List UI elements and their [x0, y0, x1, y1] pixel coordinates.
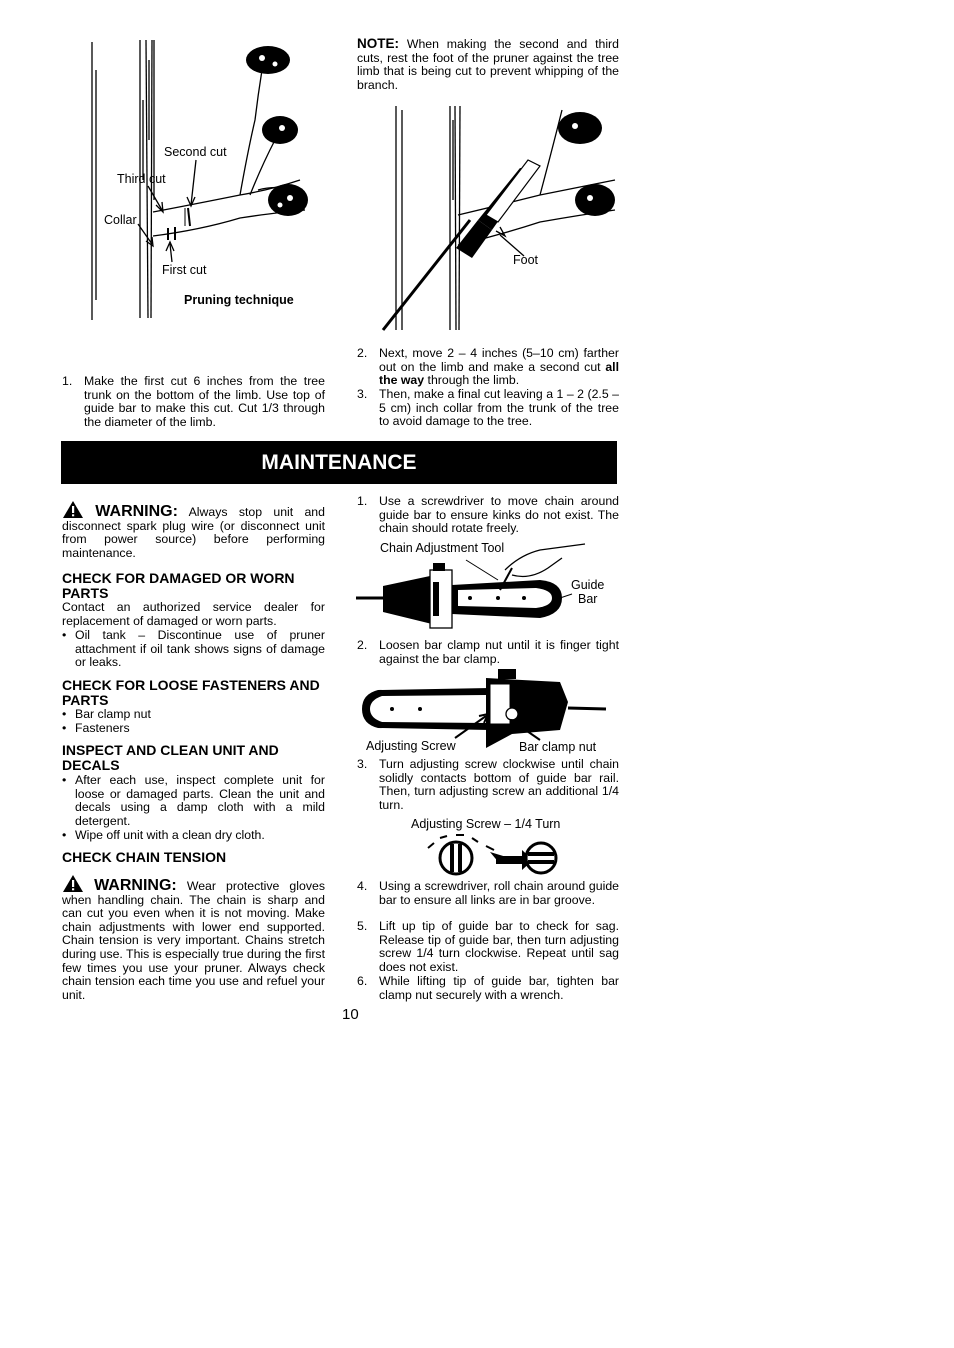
bullet-wipe: • Wipe off unit with a clean dry cloth.: [62, 828, 265, 842]
bullet-oil-tank: • Oil tank – Discontinue use of pruner attachment if oil tank shows signs of damage or leaks.: [62, 628, 325, 670]
pruning-step-2: 2. Next, move 2 – 4 inches (5–10 cm) farther out on the limb and make a second cut all the way through the limb.: [357, 346, 619, 388]
foot-label: Foot: [513, 253, 539, 267]
pruning-caption: Pruning technique: [184, 293, 294, 307]
maintenance-step-5: 5. Lift up tip of guide bar to check for sag. Release tip of guide bar, then turn adjusting screw 1/4 turn clockwise. Repeat until sag does not exist.: [357, 919, 619, 974]
warning-label: WARNING:: [95, 503, 178, 520]
maintenance-title: MAINTENANCE: [61, 441, 617, 484]
heading-loose-fasteners: CHECK FOR LOOSE FASTENERS AND PARTS: [62, 677, 320, 708]
pruning-step-1: 1. Make the first cut 6 inches from the tree trunk on the bottom of the limb. Use top of guide bar to make this cut. Cut 1/3 through the diameter of the limb.: [62, 374, 325, 429]
quarter-turn-caption: Adjusting Screw – 1/4 Turn: [411, 817, 561, 831]
maintenance-step-2: 2. Loosen bar clamp nut until it is finger tight against the bar clamp.: [357, 638, 619, 666]
third-cut-label: Third cut: [117, 172, 166, 186]
adjusting-screw-label: Adjusting Screw: [366, 739, 456, 753]
bullet-inspect: • After each use, inspect complete unit for loose or damaged parts. Clean the unit and decals using a damp cloth with a mild detergent.: [62, 773, 325, 828]
first-cut-label: First cut: [162, 263, 207, 277]
heading-damaged-parts: CHECK FOR DAMAGED OR WORN PARTS: [62, 570, 295, 601]
pruning-step-3: 3. Then, make a final cut leaving a 1 – 2 (2.5 – 5 cm) inch collar from the trunk of the tree to avoid damage to the tree.: [357, 387, 619, 429]
bullet-fasteners: • Fasteners: [62, 721, 130, 735]
note-label: NOTE:: [357, 36, 399, 51]
warning-disconnect: WARNING: Always stop unit and disconnect spark plug wire (or disconnect unit from power source) before performing maintenance.: [62, 500, 325, 560]
bar-label: Bar: [578, 592, 598, 606]
collar-label: Collar: [104, 213, 137, 227]
warning-gloves: WARNING: Wear protective gloves when handling chain. The chain is sharp and can cut you even when it is not moving. Make chain adjustments with lower end supported. Chain tension is very important. Chains stretch during use. This is especially true during the first few times you use your pruner. Always check chain tension each time you use and refuel your unit.: [62, 874, 325, 1002]
warning-label: WARNING:: [94, 877, 177, 894]
maintenance-step-3: 3. Turn adjusting screw clockwise until chain solidly contacts bottom of guide bar rail. Then, turn adjusting screw an additional 1/4 turn.: [357, 757, 619, 812]
bullet-bar-clamp-nut: • Bar clamp nut: [62, 707, 151, 721]
bar-clamp-nut-label: Bar clamp nut: [519, 740, 597, 754]
damaged-parts-text: Contact an authorized service dealer for replacement of damaged or worn parts.: [62, 600, 325, 628]
maintenance-step-1: 1. Use a screwdriver to move chain around guide bar to ensure kinks do not exist. The chain should rotate freely.: [357, 494, 619, 536]
heading-inspect-clean: INSPECT AND CLEAN UNIT AND DECALS: [62, 742, 279, 773]
heading-chain-tension: CHECK CHAIN TENSION: [62, 849, 227, 865]
guide-label: Guide: [571, 578, 605, 592]
maintenance-step-6: 6. While lifting tip of guide bar, tighten bar clamp nut securely with a wrench.: [357, 974, 619, 1002]
chain-adjustment-tool-label: Chain Adjustment Tool: [380, 541, 505, 555]
second-cut-label: Second cut: [164, 145, 227, 159]
note-text: When making the second and third cuts, rest the foot of the pruner against the tree limb that is being cut to prevent whipping of the branch.: [357, 37, 619, 92]
page-number: 10: [342, 1006, 359, 1023]
maintenance-step-4: 4. Using a screwdriver, roll chain around guide bar to ensure all links are in bar groove.: [357, 879, 619, 907]
